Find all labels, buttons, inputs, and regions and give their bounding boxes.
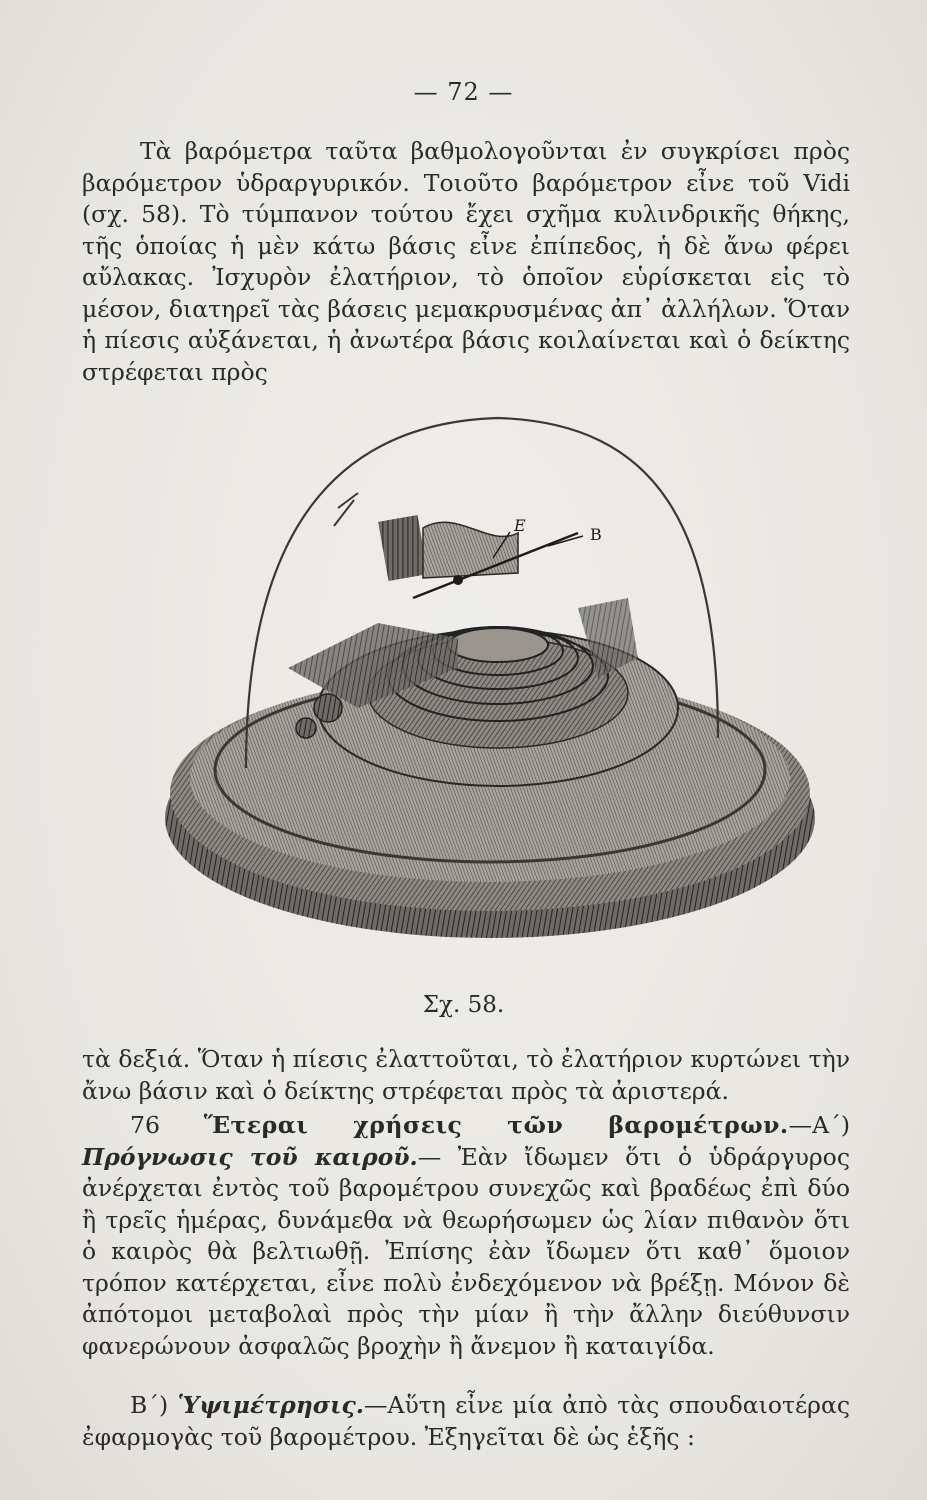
section-b [82,1390,850,1453]
section-a-marker: —Α΄) [788,1111,850,1139]
altimetry-text: —Αὕτη εἶνε μία ἀπὸ τὰς σπουδαιοτέρας ἐφαρμογὰς τοῦ βαρομέτρου. Ἐξηγεῖται δὲ ὡς ἑξῆς : [82,1391,850,1451]
section-76 [82,1110,850,1362]
weather-forecast-text: — Ἐὰν ἴδωμεν ὅτι ὁ ὑδράργυρος ἀνέρχεται ἐντὸς τοῦ βαρομέτρου συνεχῶς καὶ βραδέως ἐπὶ δύο ἢ τρεῖς ἡμέρας, δυνάμεθα νὰ θεωρήσωμεν ὡς λίαν πιθανὸν ὅτι ὁ καιρὸς θὰ βελτιωθῇ. Ἐπίσης ἐὰν ἴδωμεν ὅτι καθ᾿ ὅμοιον τρόπον κατέρχεται, εἶνε πολὺ ἐνδεχόμενον νὰ βρέξῃ. Μόνον δὲ ἀπότομοι μεταβολαὶ πρὸς τὴν μίαν ἢ τὴν ἄλλην διεύθυνσιν φανερώνουν ἀσφαλῶς βροχὴν ἢ ἄνεμον ἢ καταιγίδα. [82,1142,850,1360]
section-b-marker: Β΄) [130,1391,178,1419]
paragraph-barometer-calibration: Τὰ βαρόμετρα ταῦτα βαθμολογοῦνται ἐν συγκρίσει πρὸς βαρόμετρον ὑδραργυρικόν. Τοιοῦτο βαρόμετρον εἶνε τοῦ Vidi (σχ. 58). Τὸ τύμπανον τούτου ἔχει σχῆμα κυλινδρικῆς θήκης, τῆς ὁποίας ἡ μὲν κάτω βάσις εἶνε ἐπίπεδος, ἡ δὲ ἄνω φέρει αὔλακας. Ἰσχυρὸν ἐλατήριον, τὸ ὁποῖον εὑρίσκεται εἰς τὸ μέσον, διατηρεῖ τὰς βάσεις μεμακρυσμένας ἀπ᾿ ἀλλήλων. Ὅταν ἡ πίεσις αὐξάνεται, ἡ ἀνωτέρα βάσις κοιλαίνεται καὶ ὁ δείκτης στρέφεται πρὸς [82,137,850,386]
barometer-engraving [158,408,826,968]
page-number: — 72 — [413,78,514,106]
paragraph-pressure-decrease: τὰ δεξιά. Ὅταν ἡ πίεσις ἐλαττοῦται, τὸ ἐλατήριον κυρτώνει τὴν ἄνω βάσιν καὶ ὁ δείκτης στρέφεται πρὸς τὰ ἀριστερά. [82,1045,850,1105]
subtitle-weather-forecast: Πρόγνωσις τοῦ καιροῦ. [82,1142,418,1171]
subtitle-altimetry: Ὑψιμέτρησις. [177,1391,364,1419]
label-e: Ε [514,516,526,535]
section-number: 76 [130,1111,160,1139]
label-b: Β [590,525,602,544]
figure-aneroid-barometer [158,408,826,968]
figure-caption: Σχ. 58. [422,992,505,1018]
section-title: Ἕτεραι χρήσεις τῶν βαρομέτρων. [203,1111,789,1139]
